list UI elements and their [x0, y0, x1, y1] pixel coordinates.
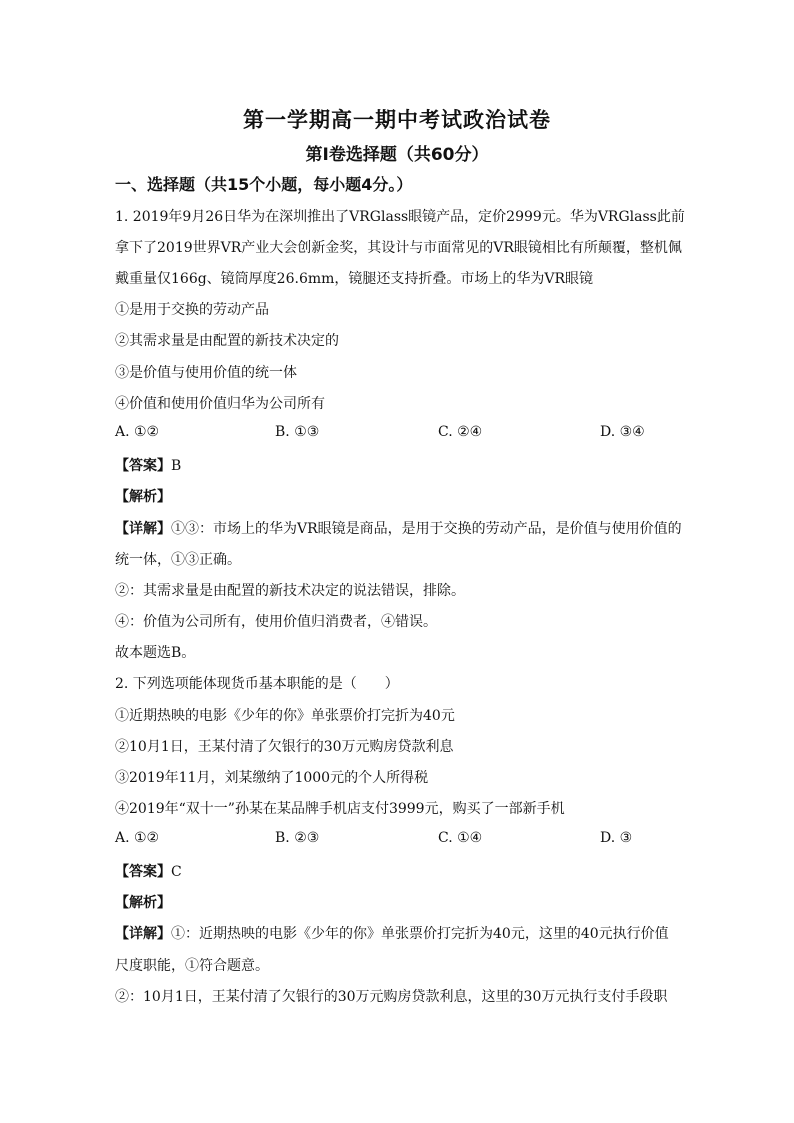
q2-statement-3: ③2019年11月，刘某缴纳了1000元的个人所得税 [115, 770, 429, 786]
q2-option-d: D. ③ [600, 830, 633, 846]
q2-options [115, 830, 675, 850]
q1-statement-2: ②其需求量是由配置的新技术决定的 [115, 333, 339, 349]
q1-stem-line-1: 1. 2019年9月26日华为在深圳推出了VRGlass眼镜产品，定价2999元。华为VRGlass此前 [115, 209, 685, 225]
q1-statement-4: ④价值和使用价值归华为公司所有 [115, 396, 325, 412]
q1-stem-line-2: 拿下了2019世界VR产业大会创新金奖，其设计与市面常见的VR眼镜相比有所颠覆，整机佩 [115, 240, 682, 256]
q2-detail-line-1 [115, 923, 669, 943]
q2-detail-tag: 【详解】 [115, 926, 171, 942]
q2-statement-4: ④2019年“双十一”孙某在某品牌手机店支付3999元，购买了一部新手机 [115, 801, 565, 817]
q1-stem-line-3: 戴重量仅166g、镜筒厚度26.6mm，镜腿还支持折叠。市场上的华为VR眼镜 [115, 271, 594, 287]
q2-statement-1: ①近期热映的电影《少年的你》单张票价打完折为40元 [115, 708, 455, 724]
q2-analysis-label: 【解析】 [115, 895, 171, 911]
q1-option-d: D. ③④ [600, 424, 645, 440]
page-title: 第一学期高一期中考试政治试卷 [243, 108, 551, 132]
q2-option-c: C. ①④ [438, 830, 483, 846]
q1-answer-value: B [171, 458, 182, 474]
q1-detail-line-2: 统一体，①③正确。 [115, 552, 241, 568]
section-heading: 一、选择题（共15个小题，每小题4分。） [115, 175, 413, 194]
q1-analysis-label: 【解析】 [115, 489, 171, 505]
q1-answer-tag: 【答案】 [115, 458, 171, 474]
q1-options [115, 424, 675, 444]
q2-analysis-tag [115, 892, 171, 912]
q1-detail-line-5: 故本题选B。 [115, 645, 196, 661]
q1-detail-text-1: ①③：市场上的华为VR眼镜是商品，是用于交换的劳动产品，是价值与使用价值的 [171, 521, 682, 537]
q1-statement-1: ①是用于交换的劳动产品 [115, 302, 269, 318]
q1-option-a: A. ①② [115, 424, 160, 440]
q1-detail-line-4: ④：价值为公司所有，使用价值归消费者，④错误。 [115, 614, 437, 630]
q1-answer [115, 455, 181, 475]
q2-answer-tag: 【答案】 [115, 864, 171, 880]
q1-detail-line-1 [115, 518, 682, 538]
q1-detail-line-3: ②：其需求量是由配置的新技术决定的说法错误，排除。 [115, 583, 465, 599]
q1-option-b: B. ①③ [275, 424, 320, 440]
q1-detail-tag: 【详解】 [115, 521, 171, 537]
q2-detail-text-1: ①：近期热映的电影《少年的你》单张票价打完折为40元，这里的40元执行价值 [171, 926, 669, 942]
q2-detail-line-3: ②：10月1日，王某付清了欠银行的30万元购房贷款利息，这里的30万元执行支付手段职 [115, 989, 668, 1005]
q1-option-c: C. ②④ [438, 424, 483, 440]
q2-option-a: A. ①② [115, 830, 160, 846]
page-subtitle: 第Ⅰ卷选择题（共60分） [305, 145, 489, 165]
q2-detail-line-2: 尺度职能，①符合题意。 [115, 958, 269, 974]
q2-statement-2: ②10月1日，王某付清了欠银行的30万元购房贷款利息 [115, 739, 454, 755]
q1-analysis-tag [115, 486, 171, 506]
q1-statement-3: ③是价值与使用价值的统一体 [115, 365, 297, 381]
q2-answer [115, 861, 182, 881]
q2-option-b: B. ②③ [275, 830, 320, 846]
q2-stem: 2. 下列选项能体现货币基本职能的是（ ） [115, 676, 399, 692]
q2-answer-value: C [171, 864, 182, 880]
